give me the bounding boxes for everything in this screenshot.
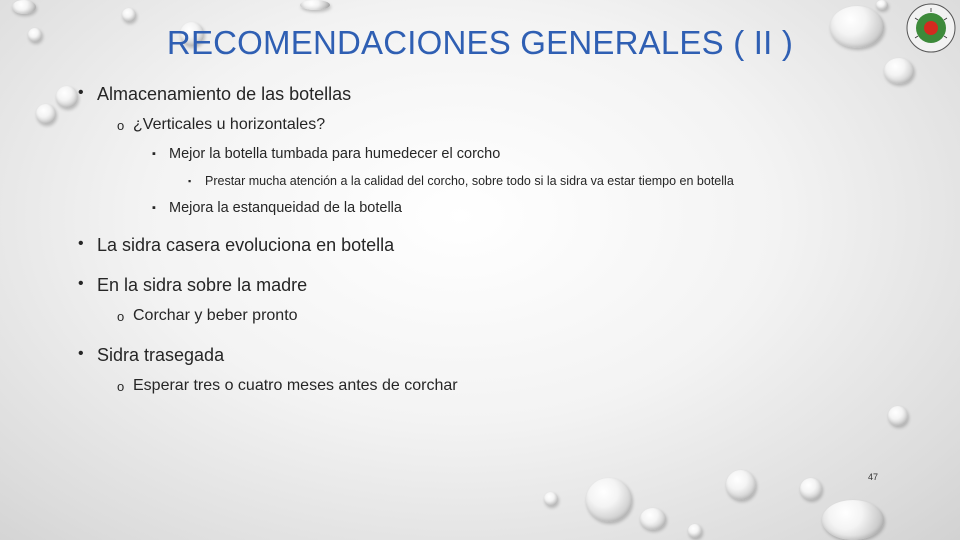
water-drop	[544, 492, 558, 506]
bullet-marker: •	[78, 275, 84, 292]
water-drop	[888, 406, 908, 426]
bullet-marker: ▪	[188, 176, 192, 186]
bullet-text: Almacenamiento de las botellas	[97, 84, 352, 104]
bullet-marker: ▪	[152, 202, 156, 214]
bullet-text: La sidra casera evoluciona en botella	[97, 235, 395, 255]
bullet-text: ¿Verticales u horizontales?	[133, 116, 326, 133]
bullet-marker: •	[78, 84, 84, 101]
water-drop	[122, 8, 136, 22]
slide-title: RECOMENDACIONES GENERALES ( II )	[166, 24, 794, 61]
bullet-marker: •	[78, 345, 84, 362]
bullet-marker: •	[78, 235, 84, 252]
bullet-text: Sidra trasegada	[97, 345, 225, 365]
bullet-marker: o	[117, 309, 125, 324]
water-drop	[56, 86, 78, 108]
bullet-text: Mejor la botella tumbada para humedecer el corcho	[169, 146, 501, 162]
water-drop	[822, 500, 884, 540]
water-drop	[586, 478, 632, 522]
bullet-text: Corchar y beber pronto	[133, 307, 298, 324]
bullet-text: Esperar tres o cuatro meses antes de corchar	[133, 377, 458, 394]
water-drop	[300, 0, 330, 10]
water-drop	[640, 508, 666, 530]
water-drop	[12, 0, 36, 14]
water-drop	[36, 104, 56, 124]
bullet-marker: o	[117, 379, 125, 394]
bullet-text: En la sidra sobre la madre	[97, 275, 308, 295]
water-drop	[876, 0, 888, 10]
bullet-marker: o	[117, 118, 125, 133]
water-drop	[726, 470, 756, 500]
bullet-text: Prestar mucha atención a la calidad del corcho, sobre todo si la sidra va estar tiempo en botella	[205, 174, 734, 188]
page-number: 47	[868, 472, 879, 482]
bullet-marker: ▪	[152, 148, 156, 160]
water-drop	[688, 524, 702, 538]
bullet-text: Mejora la estanqueidad de la botella	[169, 200, 402, 216]
water-drop	[800, 478, 822, 500]
